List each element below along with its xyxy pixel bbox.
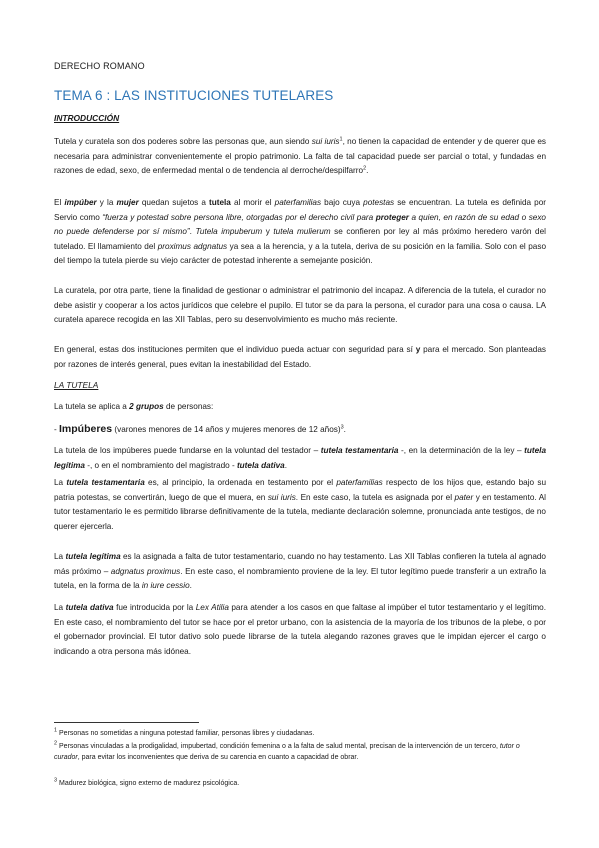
document-header: DERECHO ROMANO xyxy=(54,61,145,71)
footnote-ref-2[interactable]: 2 xyxy=(363,165,367,172)
footnote-ref-3[interactable]: 3 xyxy=(340,424,344,431)
footnote-1: $^1$ Personas no sometidas a ninguna potestad familiar, personas libres y ciudadanas. xyxy=(54,727,315,737)
page-title: TEMA 6 : LAS INSTITUCIONES TUTELARES xyxy=(54,88,334,103)
footnote-2: $^2$ Personas vinculadas a la prodigalidad, impubertad, condición femenina o a la falta de salud mental, precisan de la intervención de un tercero, tutor o curador, para evitar los inconvenientes que deriva de su carencia en cuanto a capacidad de obrar. xyxy=(54,740,520,761)
intro-paragraph-3: La curatela, por otra parte, tiene la finalidad de gestionar o administrar el patrimonio del incapaz. A diferencia de la tutela, el curador no debe asistir y cooperar a los actos jurídicos que celebre el pupilo. El tutor se da para la persona, el curador para una cosa o causa. LA curatela aparece recogida en las XII Tablas, pero su desenvolvimiento es mucho más reciente. xyxy=(54,286,546,325)
tutela-paragraph-dativa: La tutela dativa fue introducida por la Lex Atilia para atender a los casos en que faltase al impúber el tutor testamentario y el legítimo. En este caso, el nombramiento del tutor se hace por el pretor urbano, con la asistencia de la mayoría de los tribunos de la plebe, o por el gobernador provincial. El tutor dativo solo puede librarse de la tutela alegando razones graves que le impidan ejercer el cargo o indicando a otra persona más idónea. xyxy=(54,603,546,656)
footnote-separator xyxy=(54,722,199,723)
footnote-ref-1[interactable]: 1 xyxy=(339,136,343,143)
intro-paragraph-4: En general, estas dos instituciones permiten que el individuo pueda actuar con seguridad para sí y para el mercado. Son planteadas por razones de interés general, pues evitan la inestabilidad del Estado. xyxy=(54,345,546,369)
section-heading-la-tutela: LA TUTELA xyxy=(54,380,99,390)
footnote-3: $^3$ Madurez biológica, signo externo de madurez psicológica. xyxy=(54,777,240,787)
tutela-groups-line: La tutela se aplica a 2 grupos de personas: xyxy=(54,402,214,411)
tutela-paragraph-testamentaria: La tutela testamentaria es, al principio, la ordenada en testamento por el paterfamilias respecto de los hijos que, estando bajo su patria potestas, se convertirán, luego de que el muera, en sui iuris. En este caso, la tutela es asignada por el pater y en testamento. Al tutor testamentario le es permitido librarse definitivamente de la tutela, mediante declaración solemne, pronunciada ante testigos, de no querer ejercerla. xyxy=(54,478,546,531)
intro-paragraph-2: El impúber y la mujer quedan sujetos a tutela al morir el paterfamilias bajo cuya potestas se encuentran. La tutela es definida por Servio como “fuerza y potestad sobre persona libre, otorgadas por el derecho civil para proteger a quien, en razón de su edad o sexo no puede defenderse por sí mismo”. Tutela impuberum y tutela mulierum se confieren por ley al más próximo heredero varón del tutelado. El llamamiento del proximus adgnatus ya sea a la herencia, y a la tutela, deriva de su posición en la familia. Solo con el paso del tiempo la tutela pierde su viejo carácter de potestad inherente a semejante posición. xyxy=(54,198,546,266)
tutela-paragraph-1: La tutela de los impúberes puede fundarse en la voluntad del testador – tutela testamentaria -, en la determinación de la ley – tutela legítima -, o en el nombramiento del magistrado - tutela dativa. xyxy=(54,446,546,470)
impuberes-line: - Impúberes (varones menores de 14 años y mujeres menores de 12 años)$^3$. xyxy=(54,423,346,435)
intro-paragraph-1: Tutela y curatela son dos poderes sobre las personas que, aun siendo sui iuris$^1$, no tienen la capacidad de entender y de querer que es necesaria para administrar convenientemente el propio patrimonio. La falta de tal capacidad puede ser parcial o total, y fundadas en razones de edad, sexo, de enfermedad mental o de tendencia al derroche/despilfarro$^2$. xyxy=(54,136,546,176)
section-heading-introduccion: INTRODUCCIÓN xyxy=(54,113,120,123)
tutela-paragraph-legitima: La tutela legítima es la asignada a falta de tutor testamentario, cuando no hay testamento. Las XII Tablas confieren la tutela al agnado más próximo – adgnatus proximus. En este caso, el nombramiento proviene de la ley. El tutor legítimo puede transferir a un extraño la tutela, en la forma de la in iure cessio. xyxy=(54,552,547,591)
